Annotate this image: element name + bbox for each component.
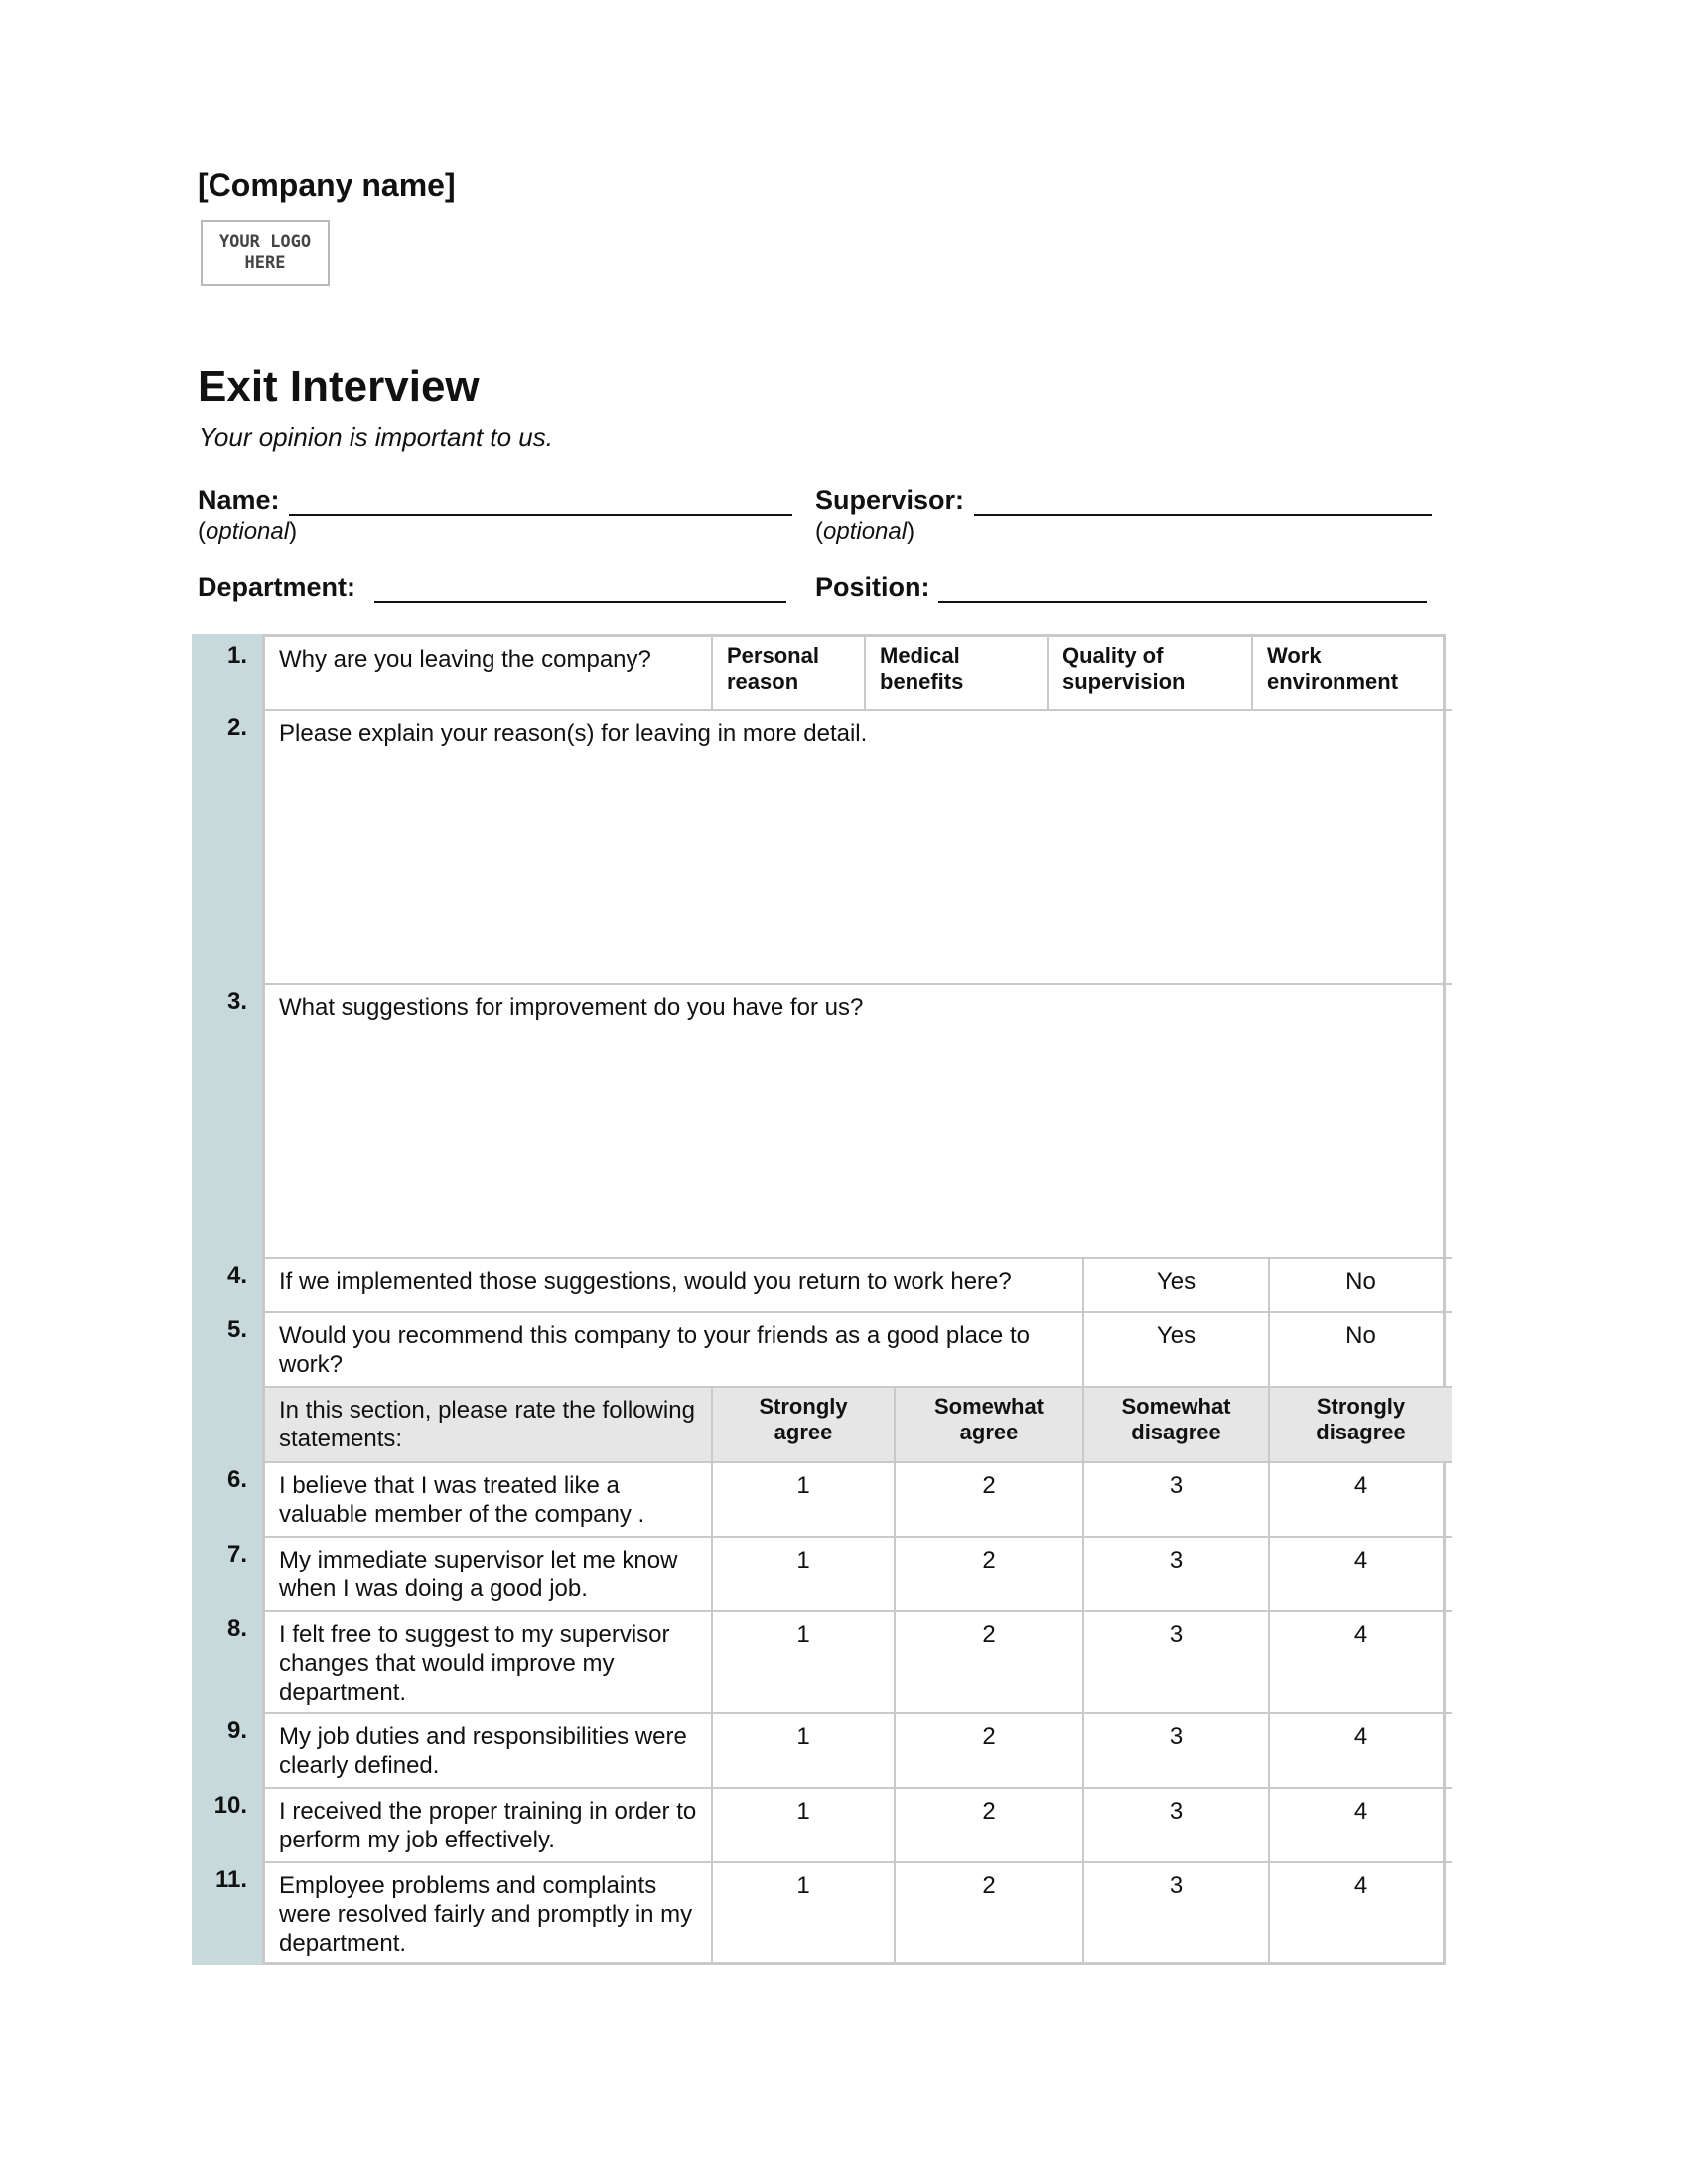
department-label: Department: xyxy=(198,572,356,602)
question-number: 1. xyxy=(226,642,247,669)
rating-option[interactable]: 3 xyxy=(1084,1463,1270,1538)
rating-option[interactable]: 2 xyxy=(896,1789,1084,1863)
rating-option[interactable]: 3 xyxy=(1084,1538,1270,1612)
position-field[interactable] xyxy=(938,601,1427,603)
q5-text: Would you recommend this company to your friends as a good place to work? xyxy=(265,1313,1084,1388)
rating-option[interactable]: 2 xyxy=(896,1538,1084,1612)
rating-option[interactable]: 1 xyxy=(713,1863,896,1962)
q1-option-quality-of-supervision[interactable]: Quality of supervision xyxy=(1049,637,1253,711)
rating-option[interactable]: 2 xyxy=(896,1863,1084,1962)
q5-yes-option[interactable]: Yes xyxy=(1084,1313,1270,1388)
scale-somewhat-disagree: Somewhat disagree xyxy=(1084,1388,1270,1463)
department-field[interactable] xyxy=(374,601,786,603)
q5-no-option[interactable]: No xyxy=(1270,1313,1452,1388)
rating-option[interactable]: 4 xyxy=(1270,1612,1452,1714)
scale-strongly-disagree: Strongly disagree xyxy=(1270,1388,1452,1463)
q1-option-medical-benefits[interactable]: Medical benefits xyxy=(866,637,1049,711)
q1-option-personal-reason[interactable]: Personal reason xyxy=(713,637,866,711)
rating-option[interactable]: 3 xyxy=(1084,1789,1270,1863)
q3-text: What suggestions for improvement do you have for us? xyxy=(279,994,864,1021)
question-number-column xyxy=(192,634,262,1965)
q2-answer-box[interactable] xyxy=(265,711,1452,985)
question-number: 9. xyxy=(226,1717,247,1744)
name-field[interactable] xyxy=(289,514,792,516)
statement-text: My immediate supervisor let me know when I was doing a good job. xyxy=(265,1538,713,1612)
question-number: 7. xyxy=(226,1541,247,1568)
rating-option[interactable]: 3 xyxy=(1084,1714,1270,1789)
statement-text: I felt free to suggest to my supervisor changes that would improve my department. xyxy=(265,1612,713,1714)
name-label: Name: xyxy=(198,485,280,515)
statement-text: I received the proper training in order to perform my job effectively. xyxy=(265,1789,713,1863)
question-number: 11. xyxy=(214,1866,247,1893)
supervisor-optional-note: (optional) xyxy=(815,518,915,545)
statement-text: My job duties and responsibilities were clearly defined. xyxy=(265,1714,713,1789)
rating-option[interactable]: 4 xyxy=(1270,1789,1452,1863)
page-title: Exit Interview xyxy=(198,362,480,411)
question-grid xyxy=(262,634,1446,1965)
company-name: [Company name] xyxy=(198,167,456,203)
rating-option[interactable]: 3 xyxy=(1084,1863,1270,1962)
q1-text: Why are you leaving the company? xyxy=(265,637,713,711)
logo-placeholder: YOUR LOGO HERE xyxy=(201,220,330,286)
position-label: Position: xyxy=(815,572,930,602)
questionnaire-table xyxy=(192,634,1446,1965)
supervisor-field[interactable] xyxy=(974,514,1432,516)
q1-option-work-environment[interactable]: Work environment xyxy=(1253,637,1452,711)
rating-option[interactable]: 1 xyxy=(713,1714,896,1789)
name-optional-note: (optional) xyxy=(198,518,298,545)
question-number: 2. xyxy=(226,714,247,741)
question-number: 5. xyxy=(226,1316,247,1343)
supervisor-label: Supervisor: xyxy=(815,485,965,515)
rating-option[interactable]: 1 xyxy=(713,1538,896,1612)
rating-option[interactable]: 1 xyxy=(713,1463,896,1538)
rating-option[interactable]: 4 xyxy=(1270,1463,1452,1538)
rating-option[interactable]: 4 xyxy=(1270,1538,1452,1612)
scale-somewhat-agree: Somewhat agree xyxy=(896,1388,1084,1463)
q4-yes-option[interactable]: Yes xyxy=(1084,1259,1270,1313)
rating-option[interactable]: 4 xyxy=(1353,1872,1368,1899)
rating-option[interactable]: 3 xyxy=(1084,1612,1270,1714)
question-number: 10. xyxy=(213,1792,247,1819)
rating-option[interactable]: 1 xyxy=(713,1612,896,1714)
question-number: 4. xyxy=(226,1262,247,1289)
rating-option[interactable]: 2 xyxy=(896,1463,1084,1538)
question-number: 3. xyxy=(226,988,247,1015)
q3-answer-box[interactable] xyxy=(265,985,1452,1259)
q2-text: Please explain your reason(s) for leaving in more detail. xyxy=(279,720,868,747)
q4-no-option[interactable]: No xyxy=(1270,1259,1452,1313)
scale-strongly-agree: Strongly agree xyxy=(713,1388,896,1463)
rating-option[interactable]: 4 xyxy=(1270,1714,1452,1789)
question-number: 6. xyxy=(226,1466,247,1493)
q4-text: If we implemented those suggestions, would you return to work here? xyxy=(265,1259,1084,1313)
rating-option[interactable]: 1 xyxy=(713,1789,896,1863)
statement-text: I believe that I was treated like a valuable member of the company . xyxy=(265,1463,713,1538)
statement-text: Employee problems and complaints were resolved fairly and promptly in my department. xyxy=(265,1863,713,1962)
rating-option[interactable]: 2 xyxy=(896,1612,1084,1714)
page-subtitle: Your opinion is important to us. xyxy=(199,422,553,452)
rating-option[interactable]: 2 xyxy=(896,1714,1084,1789)
rating-intro: In this section, please rate the following statements: xyxy=(265,1388,713,1463)
question-number: 8. xyxy=(226,1615,247,1642)
